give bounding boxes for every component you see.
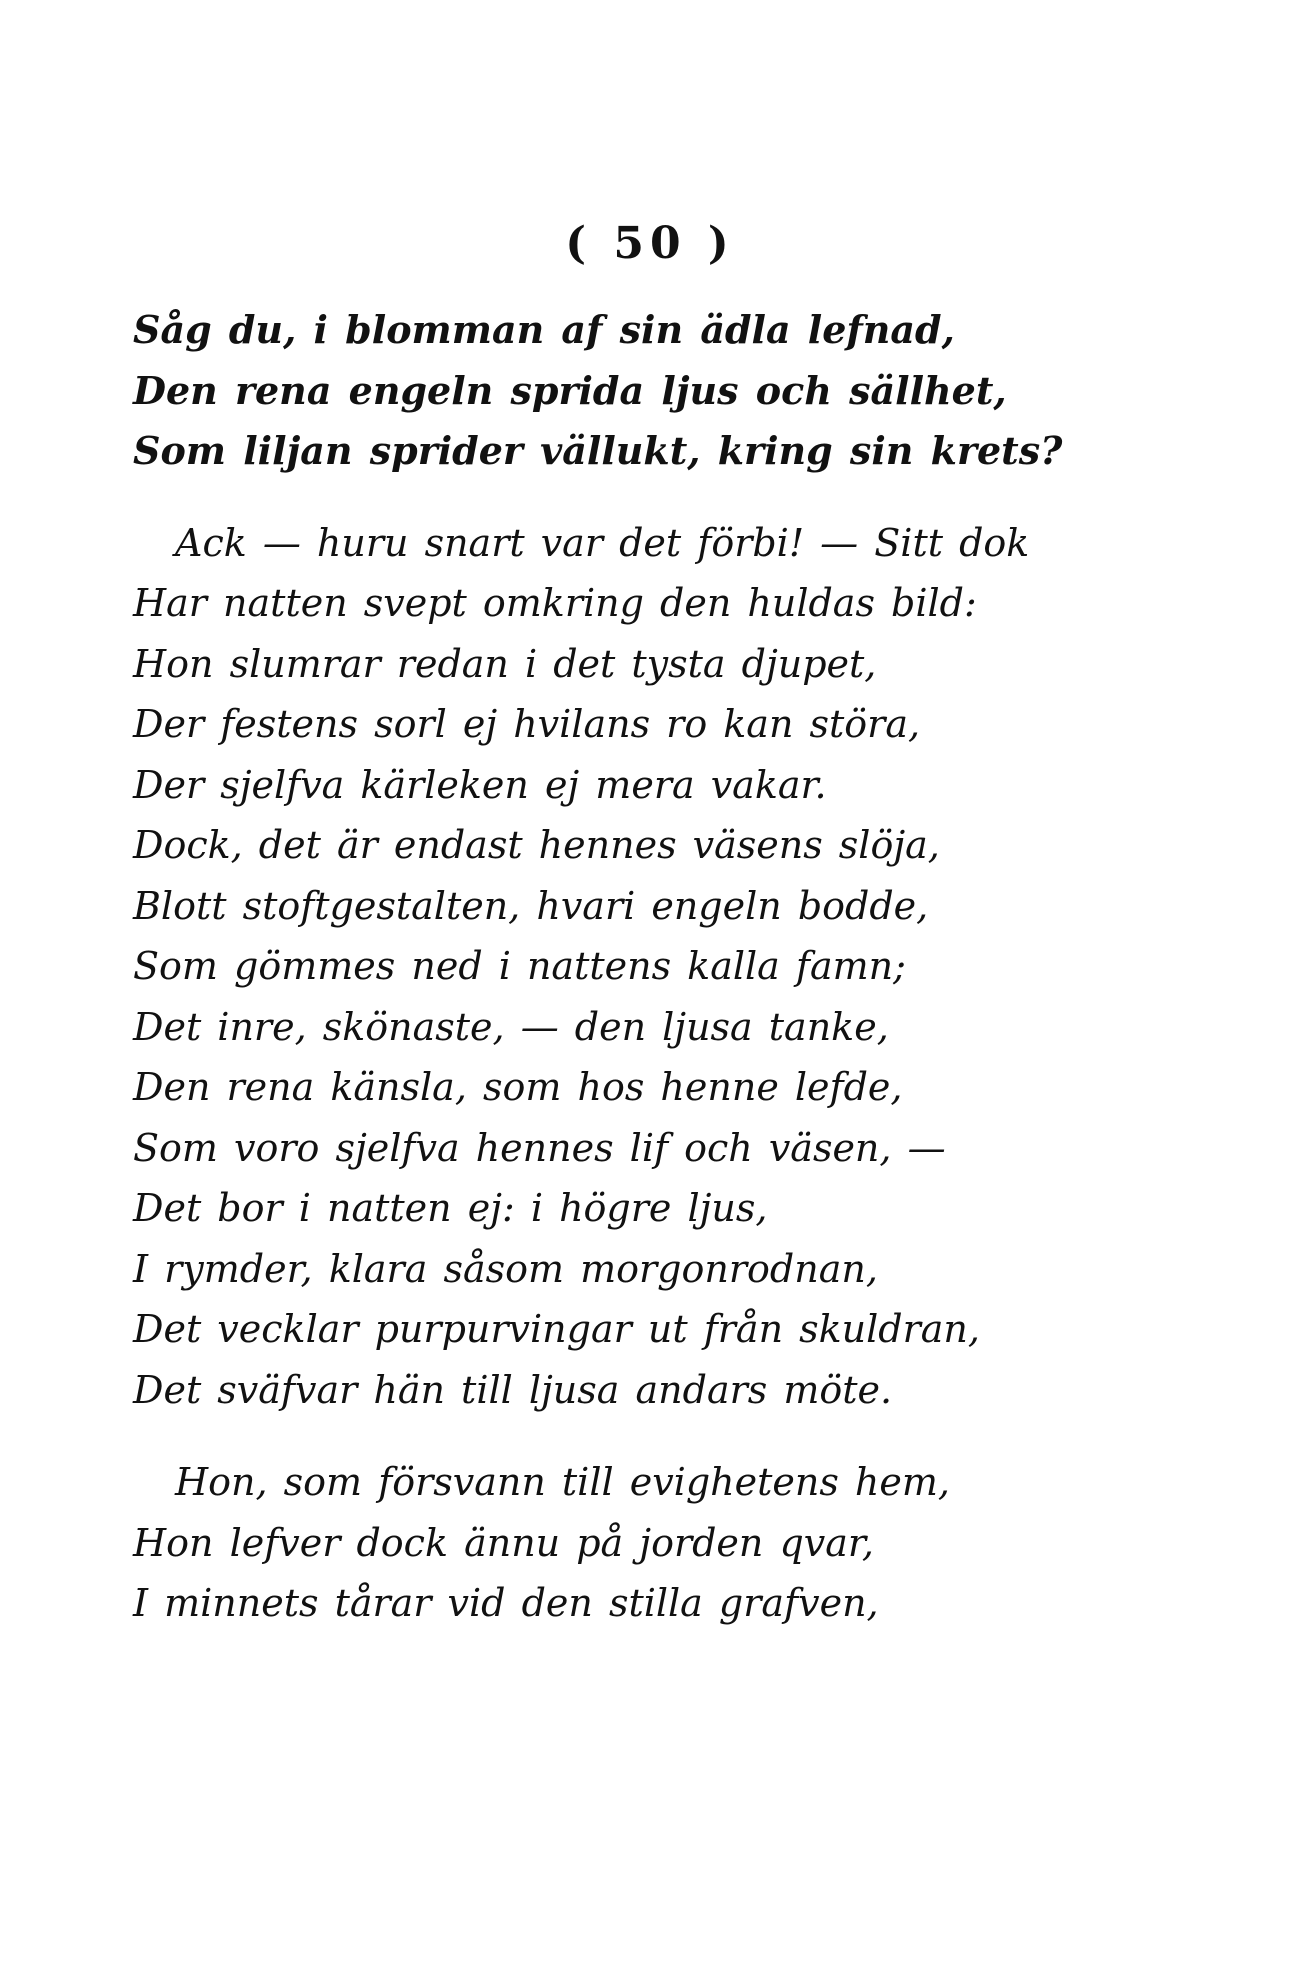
page-number: ( 50 ) [565,218,735,269]
stanza [133,300,1233,482]
stanza [133,1452,1233,1634]
poem-line: Der festens sorl ej hvilans ro kan störa, [133,702,921,746]
poem-line: Der sjelfva kärleken ej mera vakar. [133,762,827,807]
poem-line: Det inre, skönaste, — den ljusa tanke, [133,1004,889,1049]
poem-line: Hon lefver dock ännu på jorden qvar, [133,1520,874,1565]
poem-line: Såg du, i blomman af sin ädla lefnad, [133,307,955,352]
poem-line: Den rena känsla, som hos henne lefde, [133,1065,903,1109]
stanza [133,513,1233,1421]
poem-line: Ack — huru snart var det förbi! — Sitt dok [175,520,1030,565]
poem-line: Det sväfvar hän till ljusa andars möte. [133,1367,893,1412]
poem-line: I minnets tårar vid den stilla grafven, [133,1581,879,1625]
poem [133,300,1233,1634]
poem-line: Det vecklar purpurvingar ut från skuldran, [133,1307,980,1351]
poem-line: Hon slumrar redan i det tysta djupet, [133,641,877,686]
poem-line: Har natten svept omkring den huldas bild: [133,581,977,625]
poem-line: Den rena engeln sprida ljus och sällhet, [133,367,1007,413]
poem-line: Som gömmes ned i nattens kalla famn; [133,944,906,988]
poem-line: Hon, som försvann till evighetens hem, [175,1460,950,1504]
poem-line: I rymder, klara såsom morgonrodnan, [133,1246,878,1291]
poem-line: Som voro sjelfva hennes lif och väsen, — [133,1125,946,1170]
poem-line: Som liljan sprider vällukt, kring sin krets? [133,428,1063,473]
poem-line: Dock, det är endast hennes väsens slöja, [133,823,940,867]
poem-line: Blott stoftgestalten, hvari engeln bodde, [133,883,929,928]
poem-line: Det bor i natten ej: i högre ljus, [133,1186,768,1230]
